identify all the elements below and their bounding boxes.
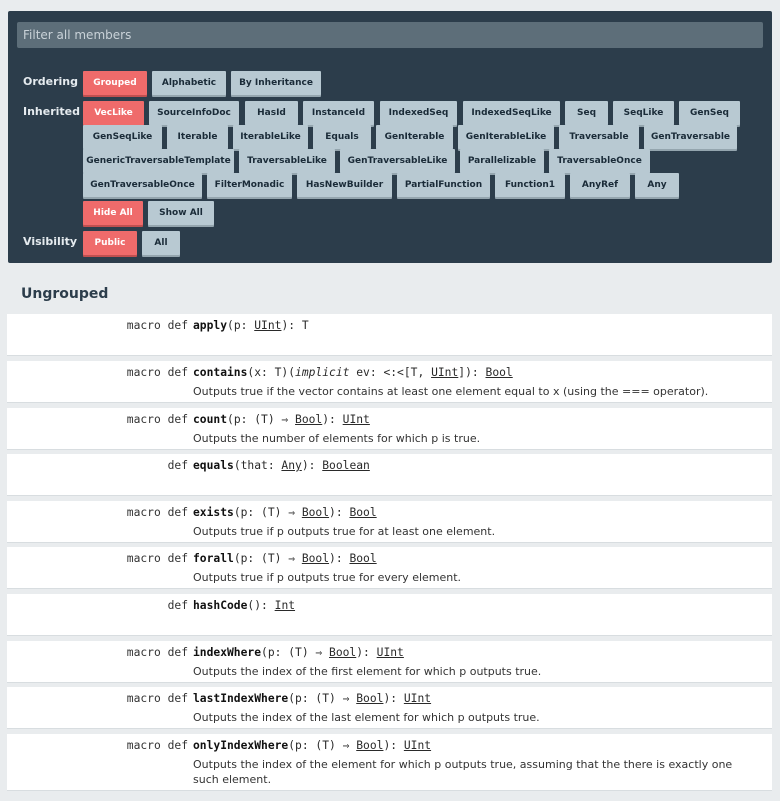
member-keyword: macro def — [126, 739, 188, 752]
inherited-equals-button[interactable]: Equals — [313, 125, 371, 149]
member-keyword: def — [167, 599, 188, 612]
type-link[interactable]: Bool — [349, 506, 377, 519]
inherited-iterablelike-button[interactable]: IterableLike — [233, 125, 308, 149]
inherited-generictraversabletemplate-button[interactable]: GenericTraversableTemplate — [83, 149, 234, 173]
member-count[interactable]: macro def count(p: (T) ⇒ Bool): UInt Outputs the number of elements for which p is true. — [7, 408, 772, 450]
inherited-veclike-button[interactable]: VecLike — [83, 101, 144, 125]
section-title: Ungrouped — [21, 286, 109, 302]
type-link[interactable]: Bool — [295, 413, 323, 426]
type-link[interactable]: Bool — [356, 692, 384, 705]
member-description: Outputs the number of elements for which p is true. — [193, 432, 481, 445]
filter-members-input[interactable]: Filter all members — [17, 22, 763, 48]
member-keyword: macro def — [126, 413, 188, 426]
type-link[interactable]: Bool — [485, 366, 513, 379]
member-onlyindexwhere[interactable]: macro def onlyIndexWhere(p: (T) ⇒ Bool): UInt Outputs the index of the element for which p outputs true, assuming that the there is exactly one such element. — [7, 734, 772, 791]
type-link[interactable]: Bool — [349, 552, 377, 565]
type-link[interactable]: Bool — [301, 506, 330, 519]
type-link[interactable]: Boolean — [322, 459, 370, 472]
type-link[interactable]: Any — [281, 459, 302, 472]
member-name: exists — [193, 506, 234, 519]
type-link[interactable]: UInt — [403, 739, 432, 752]
ordering-alphabetic-button[interactable]: Alphabetic — [152, 71, 226, 95]
inherited-function1-button[interactable]: Function1 — [495, 173, 565, 197]
ordering-grouped-button[interactable]: Grouped — [83, 71, 147, 95]
inherited-gentraversablelike-button[interactable]: GenTraversableLike — [340, 149, 455, 173]
inherited-gentraversableonce-button[interactable]: GenTraversableOnce — [83, 173, 202, 197]
inherited-anyref-button[interactable]: AnyRef — [570, 173, 630, 197]
inherited-seq-button[interactable]: Seq — [565, 101, 608, 125]
member-name: hashCode — [193, 599, 248, 612]
inherited-sourceinfodoc-button[interactable]: SourceInfoDoc — [149, 101, 239, 125]
inherited-instanceid-button[interactable]: InstanceId — [303, 101, 374, 125]
member-name: count — [193, 413, 228, 426]
inherited-indexedseq-button[interactable]: IndexedSeq — [380, 101, 457, 125]
inherited-any-button[interactable]: Any — [635, 173, 679, 197]
inherited-hasnewbuilder-button[interactable]: HasNewBuilder — [297, 173, 392, 197]
member-apply[interactable]: macro def apply(p: UInt): T — [7, 314, 772, 356]
inherited-label: Inherited — [23, 105, 81, 118]
member-keyword: macro def — [126, 319, 188, 332]
member-lastindexwhere[interactable]: macro def lastIndexWhere(p: (T) ⇒ Bool): UInt Outputs the index of the last element for which p outputs true. — [7, 687, 772, 729]
type-link[interactable]: UInt — [431, 366, 459, 379]
member-keyword: macro def — [126, 366, 188, 379]
member-description: Outputs the index of the first element for which p outputs true. — [193, 665, 542, 678]
type-link[interactable]: UInt — [254, 319, 282, 332]
inherited-indexedseqlike-button[interactable]: IndexedSeqLike — [463, 101, 560, 125]
member-filter-panel — [8, 11, 772, 263]
inherited-genseqlike-button[interactable]: GenSeqLike — [83, 125, 162, 149]
member-name: forall — [193, 552, 234, 565]
member-name: equals — [193, 459, 234, 472]
member-keyword: macro def — [126, 552, 188, 565]
inherited-geniterablelike-button[interactable]: GenIterableLike — [458, 125, 554, 149]
member-name: lastIndexWhere — [193, 692, 289, 705]
type-link[interactable]: Int — [274, 599, 296, 612]
inherited-parallelizable-button[interactable]: Parallelizable — [460, 149, 544, 173]
member-equals[interactable]: def equals(that: Any): Boolean — [7, 454, 772, 496]
visibility-all-button[interactable]: All — [142, 231, 180, 255]
member-name: onlyIndexWhere — [193, 739, 289, 752]
inherited-hasid-button[interactable]: HasId — [245, 101, 298, 125]
member-name: indexWhere — [193, 646, 262, 659]
ordering-label: Ordering — [23, 75, 79, 88]
type-link[interactable]: Bool — [329, 646, 357, 659]
member-keyword: macro def — [126, 506, 188, 519]
type-link[interactable]: Bool — [301, 552, 330, 565]
member-indexwhere[interactable]: macro def indexWhere(p: (T) ⇒ Bool): UInt Outputs the index of the first element for which p outputs true. — [7, 641, 772, 683]
inherited-seqlike-button[interactable]: SeqLike — [613, 101, 674, 125]
member-exists[interactable]: macro def exists(p: (T) ⇒ Bool): Bool Outputs true if p outputs true for at least one element. — [7, 501, 772, 543]
member-contains[interactable]: macro def contains(x: T)(implicit ev: <:<[T, UInt]): Bool Outputs true if the vector contains at least one element equal to x (using the === operator). — [7, 361, 772, 403]
member-description: Outputs the index of the last element for which p outputs true. — [193, 711, 540, 724]
member-name: apply — [193, 319, 228, 332]
member-keyword: def — [167, 459, 188, 472]
member-description: Outputs the index of the element for which p outputs true, assuming that the there is exactly one such element. — [193, 758, 733, 786]
member-hashcode[interactable]: def hashCode(): Int — [7, 594, 772, 636]
member-name: contains — [193, 366, 248, 379]
visibility-label: Visibility — [23, 235, 78, 248]
type-link[interactable]: UInt — [342, 413, 370, 426]
inherited-gentraversable-button[interactable]: GenTraversable — [644, 125, 737, 149]
type-link[interactable]: Bool — [356, 739, 384, 752]
inherited-genseq-button[interactable]: GenSeq — [679, 101, 740, 125]
type-link[interactable]: UInt — [403, 692, 432, 705]
inherited-traversableonce-button[interactable]: TraversableOnce — [549, 149, 650, 173]
inherited-partialfunction-button[interactable]: PartialFunction — [397, 173, 490, 197]
inherited-traversablelike-button[interactable]: TraversableLike — [239, 149, 335, 173]
type-link[interactable]: UInt — [376, 646, 404, 659]
visibility-public-button[interactable]: Public — [83, 231, 137, 255]
inherited-traversable-button[interactable]: Traversable — [559, 125, 639, 149]
inherited-iterable-button[interactable]: Iterable — [167, 125, 228, 149]
member-keyword: macro def — [126, 692, 188, 705]
member-description: Outputs true if p outputs true for at least one element. — [193, 525, 496, 538]
member-description: Outputs true if the vector contains at least one element equal to x (using the === operator). — [193, 385, 709, 398]
hide-all-button[interactable]: Hide All — [83, 201, 143, 225]
ordering-by-inheritance-button[interactable]: By Inheritance — [231, 71, 321, 95]
inherited-filtermonadic-button[interactable]: FilterMonadic — [207, 173, 292, 197]
member-description: Outputs true if p outputs true for every element. — [193, 571, 462, 584]
inherited-geniterable-button[interactable]: GenIterable — [376, 125, 453, 149]
member-keyword: macro def — [126, 646, 188, 659]
member-forall[interactable]: macro def forall(p: (T) ⇒ Bool): Bool Outputs true if p outputs true for every element. — [7, 547, 772, 589]
show-all-button[interactable]: Show All — [148, 201, 214, 225]
